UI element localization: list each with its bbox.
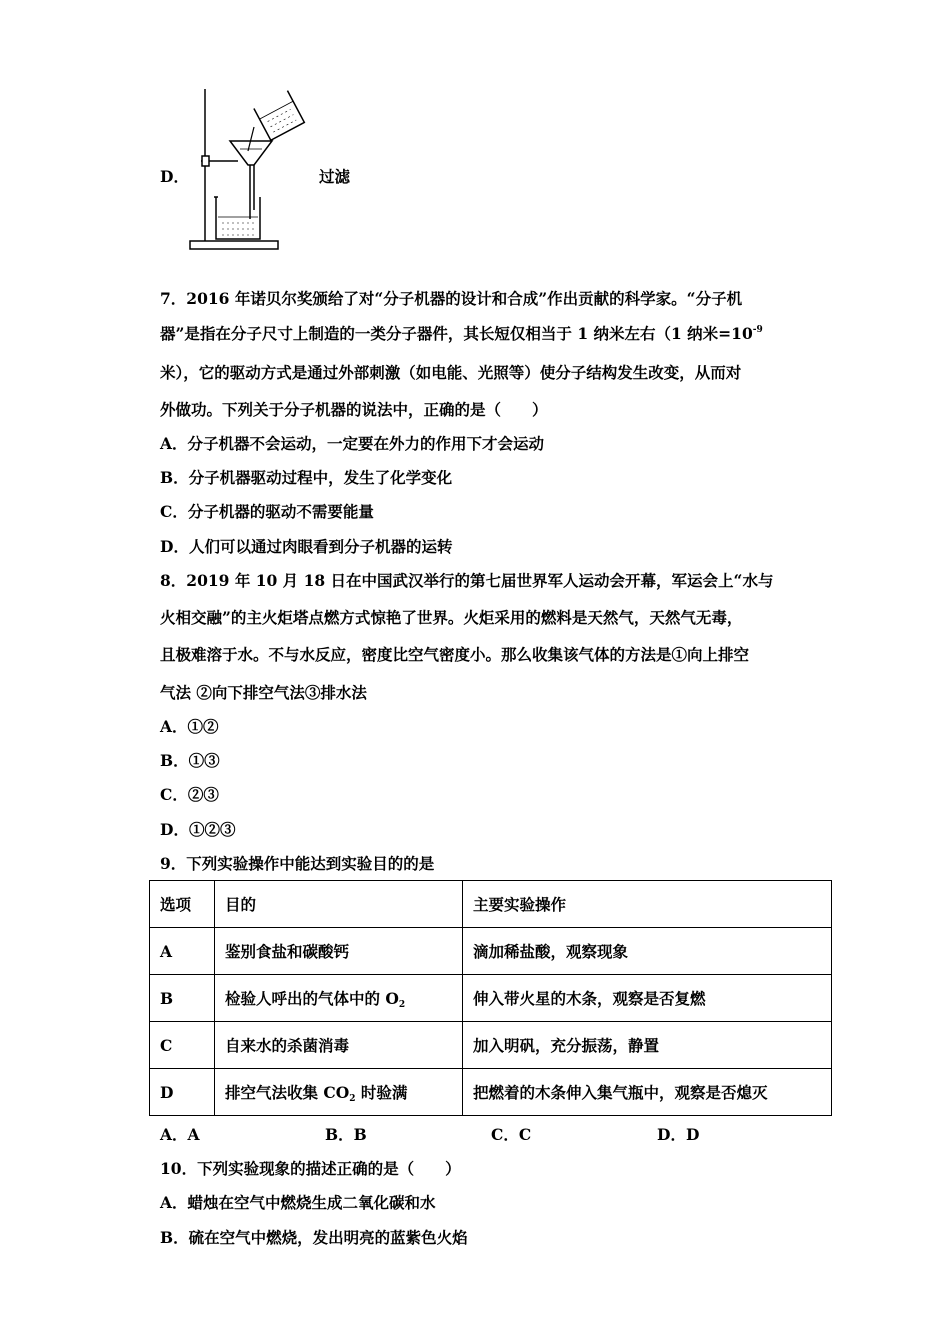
cell-option: D xyxy=(150,1069,215,1116)
cell-operation: 滴加稀盐酸，观察现象 xyxy=(463,928,832,975)
q7-stem-line-4: 外做功。下列关于分子机器的说法中，正确的是（ ） xyxy=(160,400,548,419)
q6-option-d-label: 过滤 xyxy=(319,167,351,186)
q10-option-b[interactable]: B．硫在空气中燃烧，发出明亮的蓝紫色火焰 xyxy=(160,1228,468,1247)
q6-option-d-letter[interactable]: D． xyxy=(160,167,189,186)
header-operation: 主要实验操作 xyxy=(463,881,832,928)
header-option: 选项 xyxy=(150,881,215,928)
q8-option-c[interactable]: C．②③ xyxy=(160,785,219,804)
q7-stem-line-1: 7．2016 年诺贝尔奖颁给了对“分子机器的设计和合成”作出贡献的科学家。“分子机 xyxy=(160,289,743,308)
cell-purpose xyxy=(215,975,463,1022)
cell-operation: 伸入带火星的木条，观察是否复燃 xyxy=(463,975,832,1022)
purpose-text: 鉴别食盐和碳酸钙 xyxy=(225,942,350,961)
q8-stem-line-4: 气法 ②向下排空气法③排水法 xyxy=(160,683,367,702)
q8-stem-line-2: 火相交融”的主火炬塔点燃方式惊艳了世界。火炬采用的燃料是天然气，天然气无毒， xyxy=(160,608,743,627)
table-row xyxy=(150,928,832,975)
q8-option-b[interactable]: B．①③ xyxy=(160,751,220,770)
cell-purpose xyxy=(215,1022,463,1069)
q7-stem-line-2 xyxy=(160,322,763,344)
q9-answer-d[interactable]: D．D xyxy=(657,1125,700,1144)
q7-option-c[interactable]: C．分子机器的驱动不需要能量 xyxy=(160,502,374,521)
table-row xyxy=(150,1069,832,1116)
q8-stem-line-3: 且极难溶于水。不与水反应，密度比空气密度小。那么收集该气体的方法是①向上排空 xyxy=(160,645,750,664)
cell-purpose xyxy=(215,928,463,975)
q8-option-a[interactable]: A．①② xyxy=(160,717,219,736)
table-row xyxy=(150,1022,832,1069)
q10-option-a[interactable]: A．蜡烛在空气中燃烧生成二氧化碳和水 xyxy=(160,1193,436,1212)
q7-option-a[interactable]: A．分子机器不会运动，一定要在外力的作用下才会运动 xyxy=(160,434,545,453)
q9-experiment-table xyxy=(149,880,832,1116)
q9-stem: 9．下列实验操作中能达到实验目的的是 xyxy=(160,854,435,873)
q9-answer-c[interactable]: C．C xyxy=(491,1125,532,1144)
table-row xyxy=(150,975,832,1022)
table-header-row xyxy=(150,881,832,928)
header-purpose: 目的 xyxy=(215,881,463,928)
pouring-beaker xyxy=(254,91,304,141)
purpose-subscript: 2 xyxy=(349,1094,356,1104)
cell-purpose xyxy=(215,1069,463,1116)
q7-option-b[interactable]: B．分子机器驱动过程中，发生了化学变化 xyxy=(160,468,453,487)
cell-option: B xyxy=(150,975,215,1022)
purpose-suffix: 时验满 xyxy=(355,1083,408,1102)
q8-stem-line-1: 8．2019 年 10 月 18 日在中国武汉举行的第七届世界军人运动会开幕，军运会上“水与 xyxy=(160,571,774,590)
purpose-text: 排空气法收集 CO xyxy=(225,1083,350,1102)
purpose-text: 检验人呼出的气体中的 O xyxy=(225,989,399,1008)
q7-stem-line-2-text: 器”是指在分子尺寸上制造的一类分子器件，其长短仅相当于 1 纳米左右（1 纳米=10 xyxy=(160,324,753,343)
cell-option: C xyxy=(150,1022,215,1069)
q10-stem: 10．下列实验现象的描述正确的是（ ） xyxy=(160,1159,461,1178)
q7-option-d[interactable]: D．人们可以通过肉眼看到分子机器的运转 xyxy=(160,537,453,556)
cell-operation: 把燃着的木条伸入集气瓶中，观察是否熄灭 xyxy=(463,1069,832,1116)
q9-answer-a[interactable]: A．A xyxy=(160,1125,200,1144)
filtration-apparatus-figure xyxy=(188,85,318,257)
q8-option-d[interactable]: D．①②③ xyxy=(160,820,236,839)
cell-operation: 加入明矾，充分振荡，静置 xyxy=(463,1022,832,1069)
q9-answer-b[interactable]: B．B xyxy=(325,1125,367,1144)
q7-exponent: -9 xyxy=(752,325,763,335)
purpose-subscript: 2 xyxy=(398,1000,406,1010)
clamp-boss xyxy=(202,156,209,166)
stand-base xyxy=(190,241,278,249)
cell-option: A xyxy=(150,928,215,975)
q7-stem-line-3: 米），它的驱动方式是通过外部刺激（如电能、光照等）使分子结构发生改变，从而对 xyxy=(160,363,742,382)
purpose-text: 自来水的杀菌消毒 xyxy=(225,1036,350,1055)
